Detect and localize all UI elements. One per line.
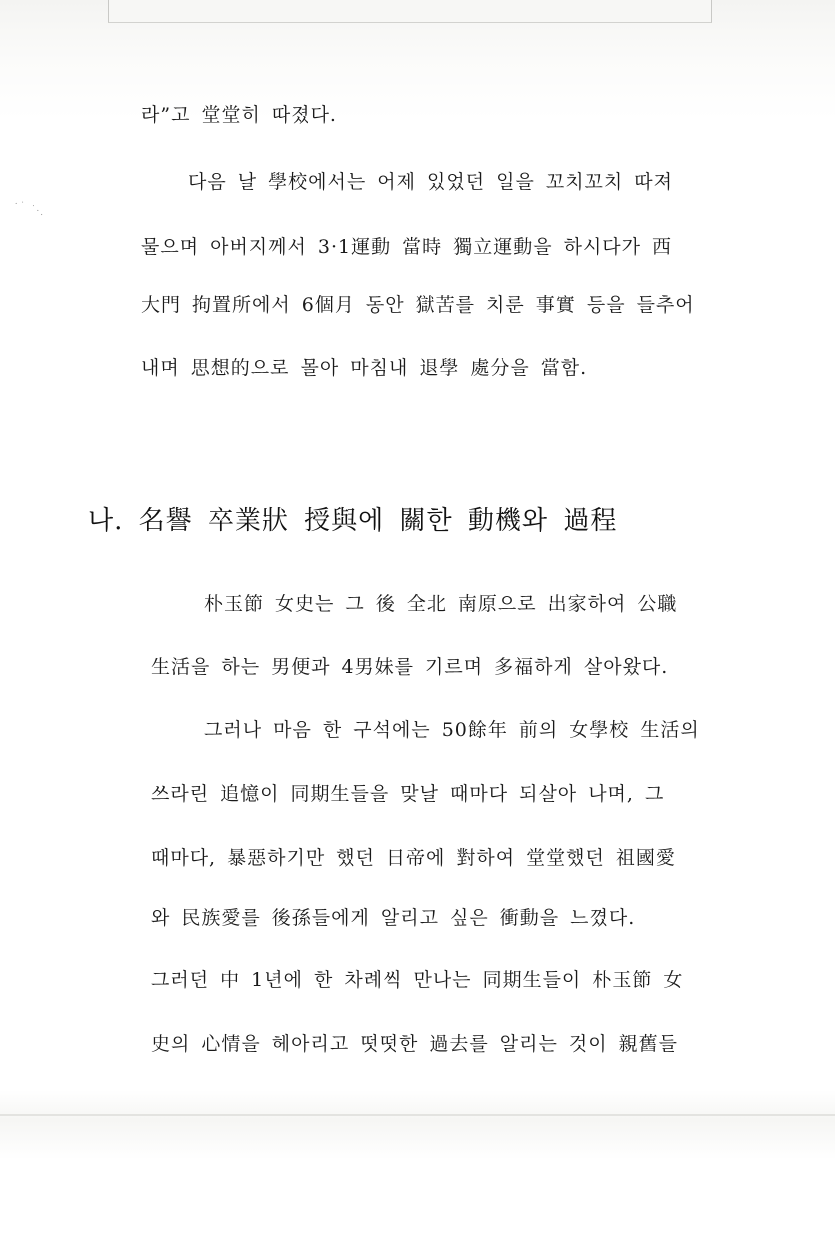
text-line-10: 때마다, 暴惡하기만 했던 日帝에 對하여 堂堂했던 祖國愛 xyxy=(151,847,676,869)
text-line-13: 史의 心情을 헤아리고 떳떳한 過去를 알리는 것이 親舊들 xyxy=(151,1033,678,1055)
section-heading: 나. 名譽 卒業狀 授與에 關한 動機와 過程 xyxy=(88,506,618,536)
text-line-12: 그러던 中 1년에 한 차례씩 만나는 同期生들이 朴玉節 女 xyxy=(151,969,684,991)
text-line-5: 내며 思想的으로 몰아 마침내 退學 處分을 當함. xyxy=(141,357,588,379)
text-line-7: 生活을 하는 男便과 4男妹를 기르며 多福하게 살아왔다. xyxy=(151,656,669,678)
text-line-8: 그러나 마음 한 구석에는 50餘年 前의 女學校 生活의 xyxy=(204,719,700,741)
text-line-11: 와 民族愛를 後孫들에게 알리고 싶은 衝動을 느꼈다. xyxy=(151,907,636,929)
attached-paper-strip xyxy=(108,0,712,23)
text-line-9: 쓰라린 追憶이 同期生들을 맞날 때마다 되살아 나며, 그 xyxy=(151,783,665,805)
text-line-3: 물으며 아버지께서 3·1運動 當時 獨立運動을 하시다가 西 xyxy=(141,236,673,258)
text-line-1: 라”고 堂堂히 따졌다. xyxy=(141,104,337,126)
text-line-4: 大門 拘置所에서 6個月 동안 獄苦를 치룬 事實 등을 들추어 xyxy=(141,294,695,316)
scan-speck: ·˙ ˙·. xyxy=(12,199,47,219)
page-fold-line xyxy=(0,1114,835,1116)
text-line-2: 다음 날 學校에서는 어제 있었던 일을 꼬치꼬치 따져 xyxy=(188,171,674,193)
text-line-6: 朴玉節 女史는 그 後 全北 南原으로 出家하여 公職 xyxy=(204,593,678,615)
